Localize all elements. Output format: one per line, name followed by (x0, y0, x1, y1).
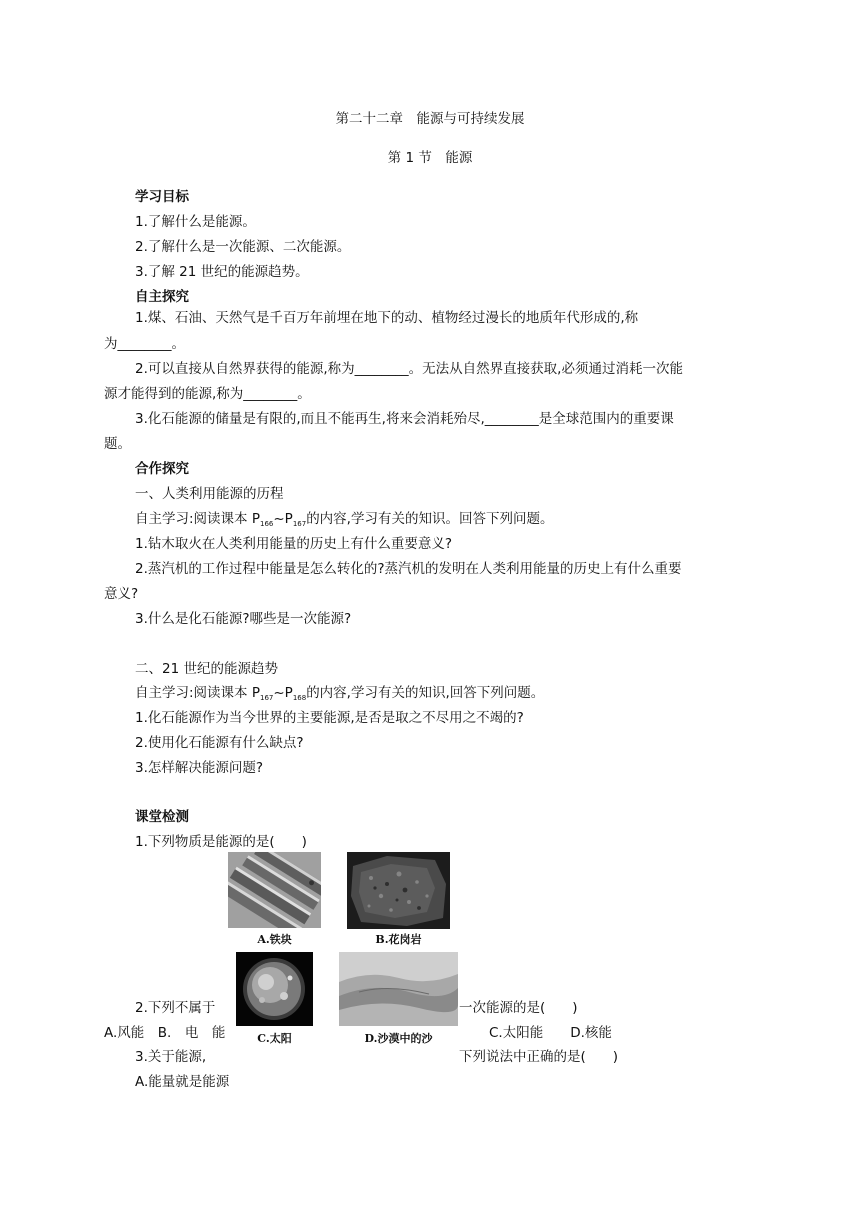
coop-part2-q3: 3.怎样解决能源问题? (135, 760, 264, 776)
check-q1: 1.下列物质是能源的是( ) (135, 834, 307, 850)
iron-block-image (228, 852, 321, 928)
objective-item: 3.了解 21 世纪的能源趋势。 (135, 264, 309, 280)
check-q2-right: 一次能源的是( ) (459, 1000, 578, 1016)
coop-part1-q2-cont: 意义? (104, 586, 139, 602)
coop-part2-q2: 2.使用化石能源有什么缺点? (135, 735, 304, 751)
desert-sand-image (339, 952, 458, 1026)
coop-part2-q1: 1.化石能源作为当今世界的主要能源,是否是取之不尽用之不竭的? (135, 710, 524, 726)
check-q2-options-left: A.风能 B. 电 能 (104, 1025, 226, 1041)
coop-part2-intro: 自主学习:阅读课本 $P_{167}\sim P_{168}$的内容,学习有关的知识,回答下列问题。 (135, 685, 545, 702)
check-q3-left: 3.关于能源, (135, 1049, 207, 1065)
caption-a: A.铁块 (257, 933, 292, 946)
check-q2-left: 2.下列不属于 (135, 1000, 216, 1016)
objective-item: 2.了解什么是一次能源、二次能源。 (135, 239, 351, 255)
self-study-q2: 2.可以直接从自然界获得的能源,称为________。无法从自然界直接获取,必须通过消耗一次能 (135, 361, 683, 377)
coop-part1-title: 一、人类利用能源的历程 (135, 486, 284, 502)
chapter-title: 第二十二章 能源与可持续发展 (335, 111, 525, 127)
coop-heading: 合作探究 (135, 461, 189, 477)
coop-part1-intro: 自主学习:阅读课本 $P_{166}\sim P_{167}$的内容,学习有关的知识。回答下列问题。 (135, 511, 554, 528)
granite-image (347, 852, 450, 929)
self-study-heading: 自主探究 (135, 289, 189, 305)
check-q2-options-right: C.太阳能 D.核能 (489, 1025, 612, 1041)
caption-d: D.沙漠中的沙 (364, 1032, 433, 1045)
section-title: 第 1 节 能源 (387, 150, 473, 166)
self-study-q2-cont: 源才能得到的能源,称为________。 (104, 386, 311, 402)
self-study-q1: 1.煤、石油、天然气是千百万年前埋在地下的动、植物经过漫长的地质年代形成的,称 (135, 310, 639, 326)
self-study-q3-cont: 题。 (104, 436, 131, 452)
self-study-q1-cont: 为________。 (104, 336, 185, 352)
check-q3-right: 下列说法中正确的是( ) (459, 1049, 619, 1065)
caption-c: C.太阳 (257, 1032, 292, 1045)
caption-b: B.花岗岩 (375, 933, 422, 946)
coop-part2-title: 二、21 世纪的能源趋势 (135, 661, 278, 677)
coop-part1-q3: 3.什么是化石能源?哪些是一次能源? (135, 611, 352, 627)
check-heading: 课堂检测 (135, 809, 189, 825)
objectives-heading: 学习目标 (135, 189, 189, 205)
coop-part1-q1: 1.钻木取火在人类利用能量的历史上有什么重要意义? (135, 536, 453, 552)
objective-item: 1.了解什么是能源。 (135, 214, 256, 230)
self-study-q3: 3.化石能源的储量是有限的,而且不能再生,将来会消耗殆尽,________是全球范围内的重要课 (135, 411, 674, 427)
coop-part1-q2: 2.蒸汽机的工作过程中能量是怎么转化的?蒸汽机的发明在人类利用能量的历史上有什么重要 (135, 561, 682, 577)
check-q3-option-a: A.能量就是能源 (135, 1074, 230, 1090)
sun-image (236, 952, 313, 1026)
